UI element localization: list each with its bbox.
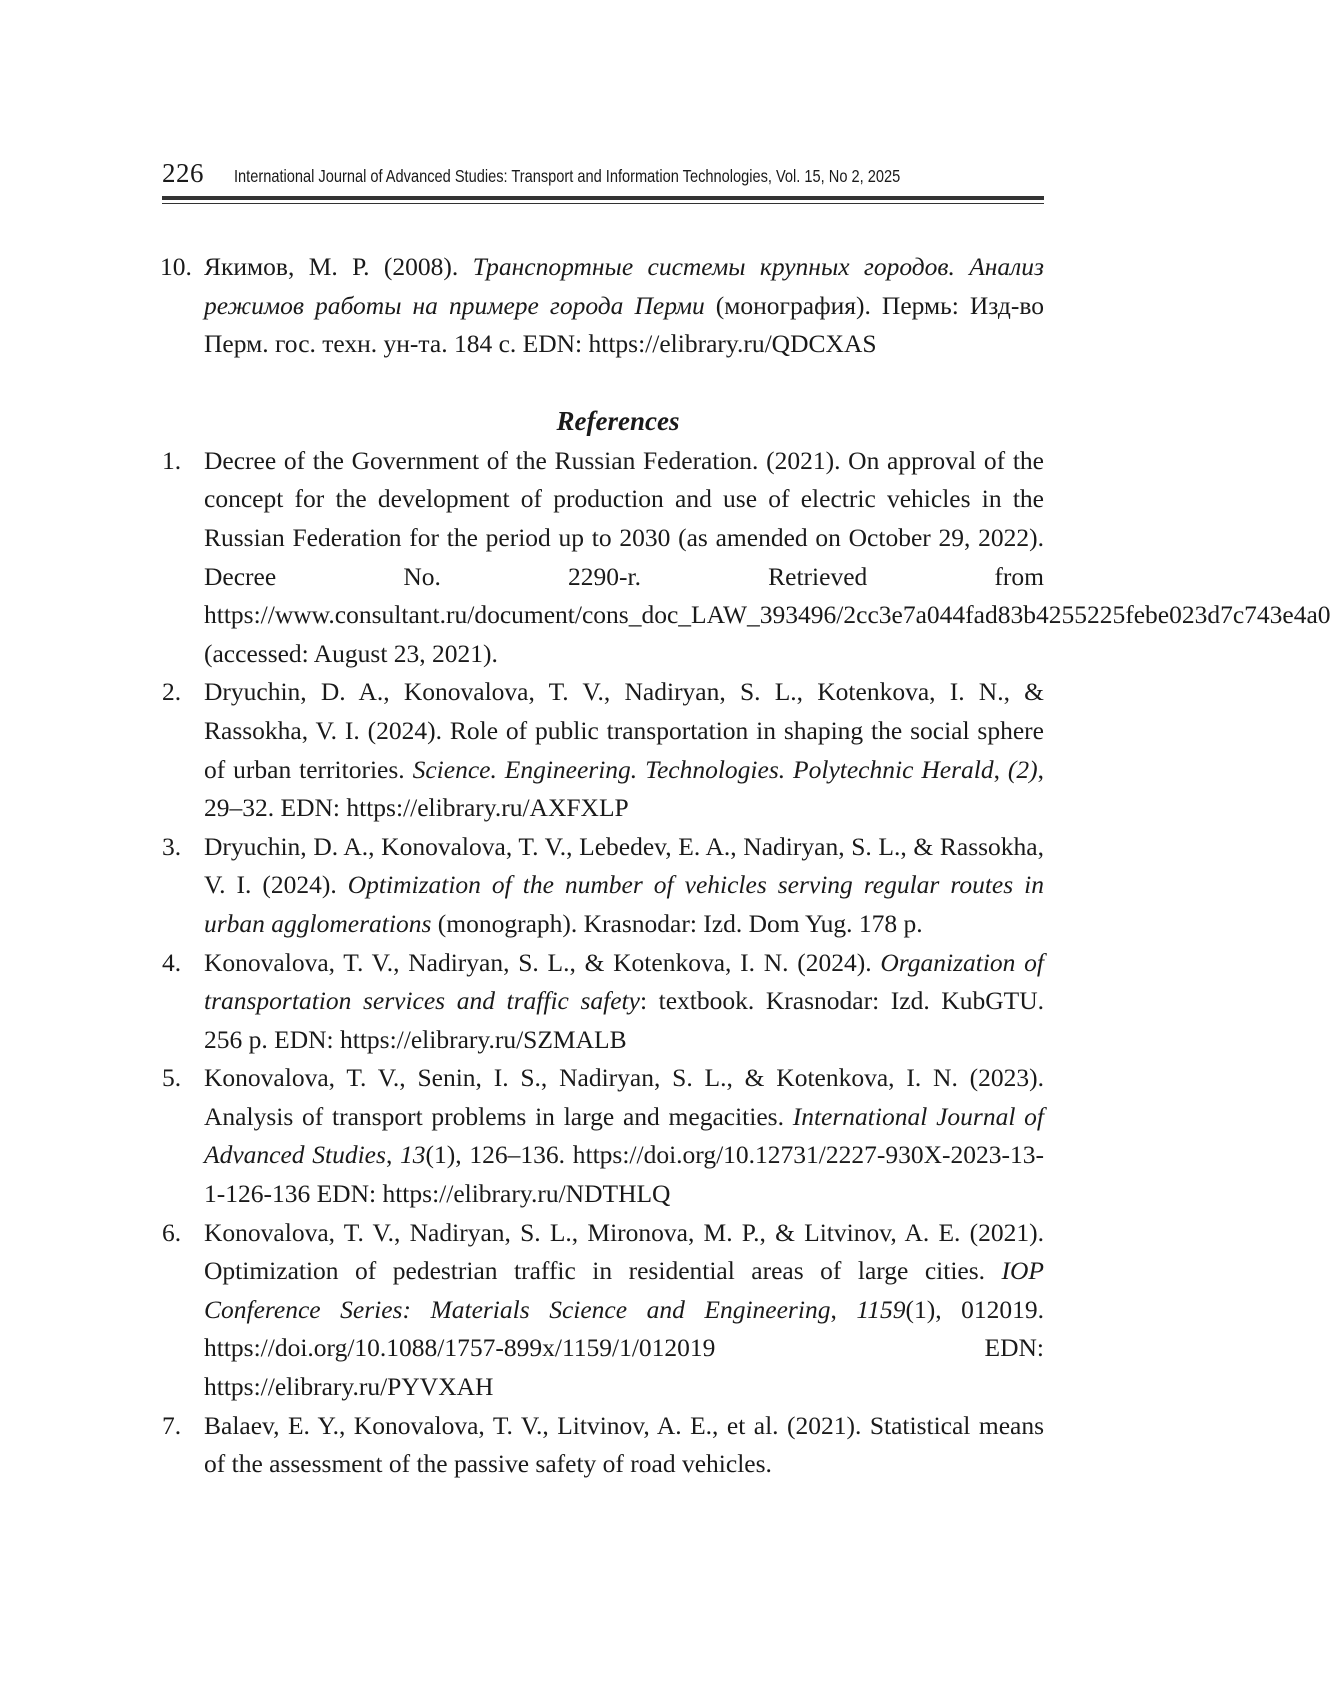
- reference-text: ,: [993, 754, 1008, 784]
- reference-text: ,: [385, 1140, 401, 1170]
- reference-title: Транспортные системы крупных городов. Анализ режимов работы на примере города Перми: [204, 252, 1045, 320]
- journal-title: International Journal of Advanced Studies: Transport and Information Technologies, Vol. 15, No 2, 2025: [234, 166, 901, 186]
- reference-number: 3.: [162, 831, 182, 861]
- reference-text: Konovalova, T. V., Nadiryan, S. L., Mironova, M. P., & Litvinov, A. E. (2021). Optimization of pedestrian traffic in residential areas of large cities.: [204, 1217, 1044, 1286]
- page-content: [160, 248, 1331, 1484]
- reference-item-7: [162, 1407, 1044, 1484]
- reference-text: (1), 126–136. https://doi.org/10.12731/2227-930X-2023-13-1-126-136 EDN: https://elibrary.ru/NDTHLQ: [204, 1140, 1045, 1209]
- section-heading-references: References: [556, 405, 680, 436]
- reference-item-4: [162, 944, 1044, 1060]
- reference-number: 10.: [160, 252, 192, 281]
- reference-item-5: [162, 1059, 1044, 1213]
- reference-item-1: [162, 442, 1331, 674]
- reference-text: (monograph). Krasnodar: Izd. Dom Yug. 178 p.: [431, 908, 923, 938]
- reference-issue: (2): [1007, 754, 1038, 784]
- reference-number: 4.: [162, 947, 182, 977]
- reference-source: International Journal of Advanced Studies: [204, 1101, 1044, 1170]
- reference-item-2: [162, 673, 1044, 827]
- reference-text: Decree of the Government of the Russian Federation. (2021). On approval of the concept for the development of production and use of electric vehicles in the Russian Federation for the period up to 2030 (as amended on October 29, 2022). Decree No. 2290-r. Retrieved from https://www.consultant.ru/document/cons_doc_LAW_393496/2cc3e7a044fad83b4255225febe023d7c743e4a0 (accessed: August 23, 2021).: [204, 445, 1331, 668]
- reference-number: 1.: [162, 445, 182, 475]
- reference-text: : textbook. Krasnodar: Izd. KubGTU. 256 p. EDN: https://elibrary.ru/SZMALB: [204, 986, 1044, 1054]
- reference-item-ru-10: [162, 248, 1044, 364]
- reference-text: (1), 012019. https://doi.org/10.1088/1757-899x/1159/1/012019 EDN: https://elibrary.ru/PYVXAH: [204, 1294, 1045, 1402]
- reference-number: 6.: [162, 1217, 182, 1247]
- reference-text: Dryuchin, D. A., Konovalova, T. V., Lebedev, E. A., Nadiryan, S. L., & Rassokha, V. I. (2024).: [204, 831, 1044, 900]
- reference-source: IOP Conference Series: Materials Science and Engineering: [204, 1256, 1044, 1324]
- page-number: 226: [162, 158, 204, 188]
- reference-text: ,: [830, 1294, 857, 1324]
- reference-text: Konovalova, T. V., Senin, I. S., Nadiryan, S. L., & Kotenkova, I. N. (2023). Analysis of transport problems in large and megacities.: [204, 1063, 1044, 1131]
- reference-volume: 1159: [856, 1294, 906, 1324]
- reference-text: , 29–32. EDN: https://elibrary.ru/AXFXLP: [204, 754, 1044, 823]
- header-rule-thin: [162, 203, 1044, 204]
- reference-text: Dryuchin, D. A., Konovalova, T. V., Nadiryan, S. L., Kotenkova, I. N., & Rassokha, V. I. (2024). Role of public transportation in shaping the social sphere of urban territories.: [204, 677, 1044, 784]
- reference-title: Organization of transportation services and traffic safety: [204, 947, 1044, 1016]
- running-head: [162, 158, 1044, 192]
- reference-text: Balaev, E. Y., Konovalova, T. V., Litvinov, A. E., et al. (2021). Statistical means of the assessment of the passive safety of road vehicles.: [204, 1410, 1044, 1479]
- reference-item-6: [162, 1214, 1044, 1407]
- reference-text: (монография). Пермь: Изд-во Перм. гос. техн. ун-та. 184 с. EDN: https://elibrary.ru/QDCXAS: [204, 290, 1045, 359]
- reference-number: 2.: [162, 677, 182, 707]
- reference-item-3: [162, 828, 1044, 944]
- header-rule-thick: [162, 196, 1044, 200]
- reference-source: Science. Engineering. Technologies. Polytechnic Herald: [412, 754, 994, 784]
- reference-title: Optimization of the number of vehicles serving regular routes in urban agglomerations: [204, 870, 1044, 938]
- reference-volume: 13: [400, 1140, 426, 1170]
- reference-text: Якимов, М. Р. (2008).: [204, 252, 473, 281]
- reference-text: Konovalova, T. V., Nadiryan, S. L., & Kotenkova, I. N. (2024).: [204, 947, 881, 977]
- reference-number: 7.: [162, 1410, 182, 1440]
- reference-number: 5.: [162, 1063, 182, 1093]
